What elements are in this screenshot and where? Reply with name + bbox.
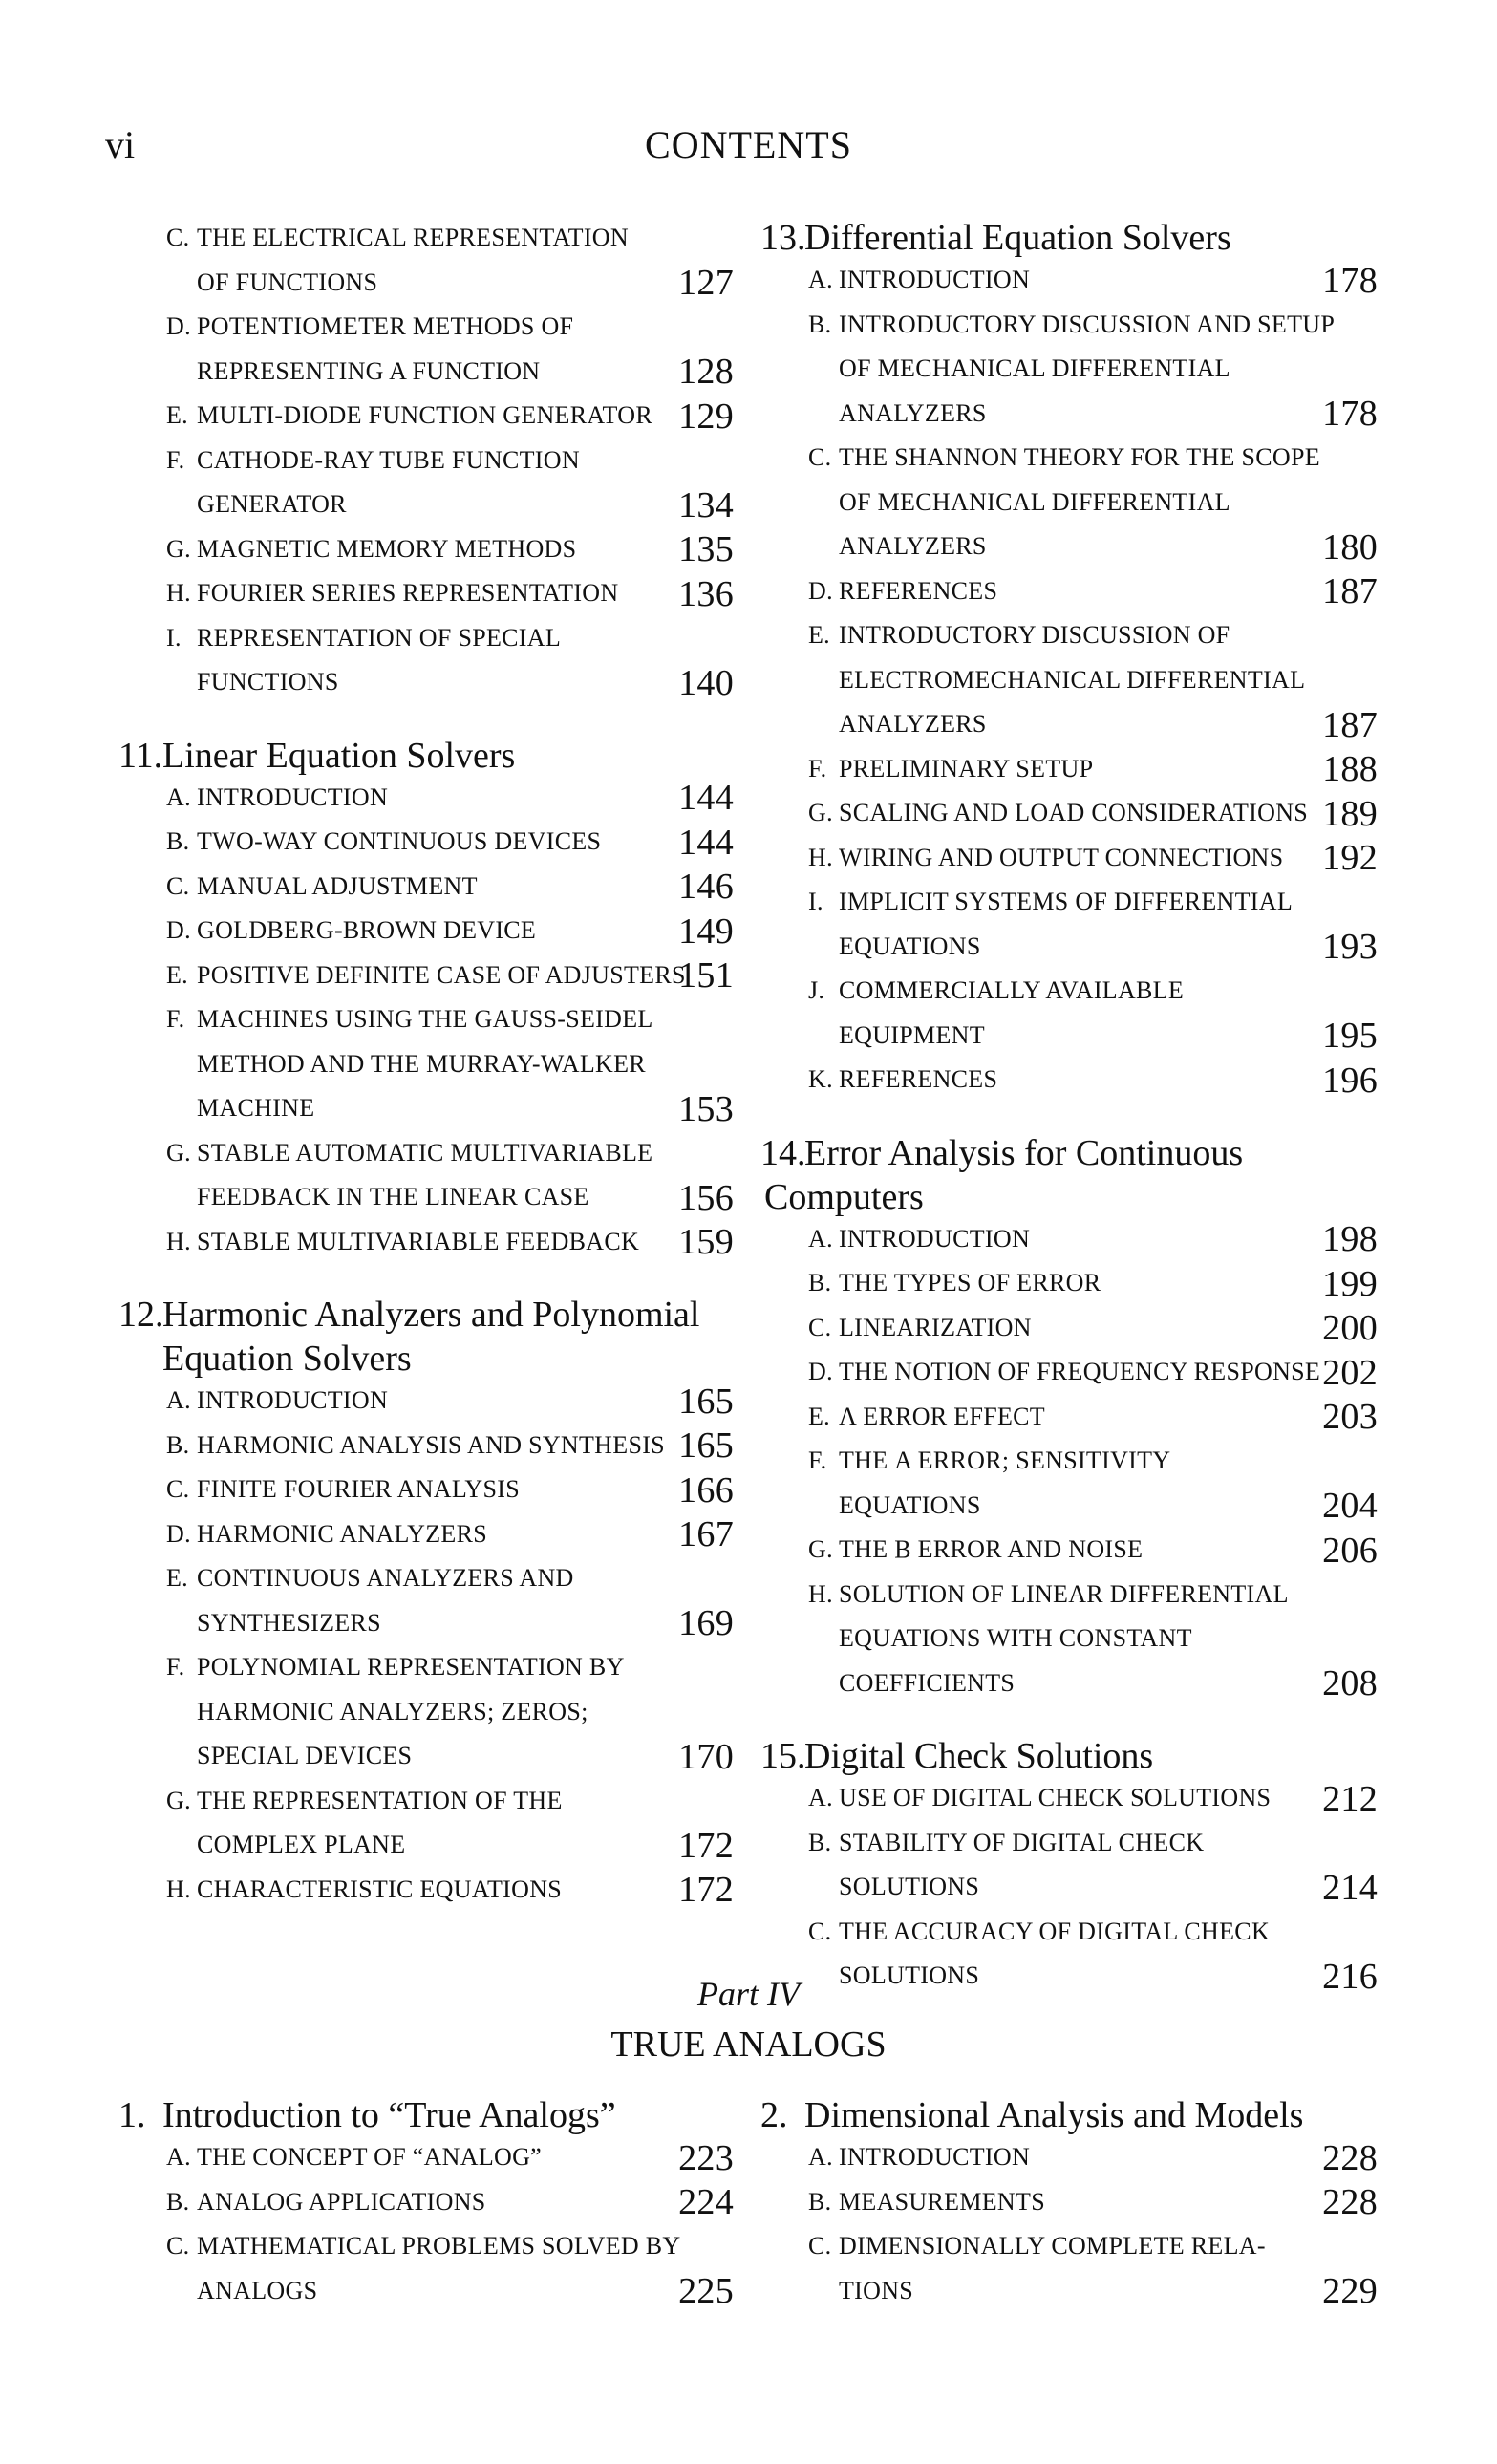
entry-title: INTRODUCTORY DISCUSSION OF	[839, 621, 1230, 649]
entry-title: CATHODE-RAY TUBE FUNCTION	[197, 445, 580, 474]
toc-entry[interactable]	[122, 1424, 734, 1468]
entry-page-number: 140	[678, 662, 734, 703]
entry-title: METHOD AND THE MURRAY-WALKER	[197, 1049, 646, 1078]
toc-entry[interactable]	[122, 1779, 734, 1868]
toc-entry[interactable]	[764, 2135, 1378, 2180]
entry-page-number: 134	[678, 484, 734, 525]
part-right-column	[760, 2093, 1378, 2313]
entry-page-number: 204	[1322, 1486, 1378, 1526]
entry-title: REPRESENTING A FUNCTION	[197, 356, 541, 385]
chapter-heading	[760, 1734, 1378, 1778]
entry-page-number: 169	[678, 1603, 734, 1643]
entry-page-number: 127	[678, 263, 734, 303]
entry-page-number: 178	[1322, 260, 1378, 301]
entry-letter: D.	[808, 1358, 833, 1385]
entry-title: SPECIAL DEVICES	[197, 1742, 413, 1769]
toc-entry[interactable]	[764, 1350, 1378, 1395]
entry-page-number: 129	[678, 396, 734, 437]
entry-page-number: 172	[678, 1870, 734, 1910]
toc-entry[interactable]	[764, 1573, 1378, 1706]
toc-entry[interactable]	[764, 569, 1378, 614]
toc-entry[interactable]	[122, 527, 734, 572]
entry-page-number: 203	[1322, 1397, 1378, 1437]
entry-letter: B.	[808, 2187, 832, 2216]
chapter-number: 13.	[760, 218, 806, 258]
entry-title: IMPLICIT SYSTEMS OF DIFFERENTIAL	[839, 888, 1293, 915]
entry-title: STABLE AUTOMATIC MULTIVARIABLE	[197, 1138, 653, 1167]
entry-title: SOLUTIONS	[839, 1961, 980, 1989]
entry-letter: A.	[808, 2143, 833, 2171]
toc-entry[interactable]	[764, 1776, 1378, 1821]
toc-entry[interactable]	[764, 258, 1378, 303]
entry-letter: E.	[166, 401, 188, 429]
entry-title: FOURIER SERIES REPRESENTATION	[197, 579, 619, 607]
toc-entry[interactable]	[764, 1306, 1378, 1351]
toc-entry[interactable]	[764, 2180, 1378, 2225]
toc-entry[interactable]	[764, 791, 1378, 836]
entry-title: THE Α ERROR; SENSITIVITY	[839, 1446, 1171, 1474]
entry-letter: B.	[808, 1269, 832, 1296]
chapter-title: Introduction to “True Analogs”	[162, 2095, 616, 2135]
entry-letter: G.	[808, 799, 833, 826]
entry-title: SCALING AND LOAD CONSIDERATIONS	[839, 799, 1309, 826]
entry-title: ANALYZERS	[839, 398, 987, 427]
entry-page-number: 206	[1322, 1530, 1378, 1571]
entry-letter: F.	[808, 1446, 827, 1474]
entry-page-number: 156	[678, 1177, 734, 1218]
entry-letter: J.	[808, 976, 825, 1004]
entry-page-number: 224	[678, 2182, 734, 2222]
entry-page-number: 159	[678, 1222, 734, 1262]
toc-left-column	[118, 216, 734, 1912]
chapter-title: Differential Equation Solvers	[804, 218, 1231, 258]
entry-page-number: 196	[1322, 1060, 1378, 1101]
chapter-heading	[118, 1293, 734, 1381]
entry-page-number: 188	[1322, 749, 1378, 789]
toc-entry[interactable]	[764, 1439, 1378, 1528]
entry-page-number: 228	[1322, 2137, 1378, 2178]
toc-entry[interactable]	[764, 1821, 1378, 1910]
entry-page-number: 172	[678, 1825, 734, 1866]
entry-title: EQUATIONS WITH CONSTANT	[839, 1624, 1192, 1652]
entry-page-number: 178	[1322, 394, 1378, 434]
entry-page-number: 149	[678, 911, 734, 952]
entry-title: CHARACTERISTIC EQUATIONS	[197, 1875, 563, 1903]
entry-title: COMPLEX PLANE	[197, 1831, 406, 1858]
entry-page-number: 200	[1322, 1308, 1378, 1348]
entry-page-number: 146	[678, 867, 734, 907]
chapter-heading	[118, 734, 734, 778]
entry-page-number: 151	[678, 955, 734, 996]
entry-letter: C.	[808, 2232, 832, 2260]
entry-title: EQUATIONS	[839, 932, 981, 960]
entry-title: MEASUREMENTS	[839, 2187, 1045, 2216]
toc-entry[interactable]	[122, 216, 734, 305]
chapter-title: Harmonic Analyzers and Polynomial	[162, 1295, 700, 1335]
chapter-title: Digital Check Solutions	[804, 1736, 1154, 1776]
entry-letter: C.	[808, 443, 832, 471]
entry-title: COMMERCIALLY AVAILABLE	[839, 976, 1185, 1004]
entry-letter: E.	[808, 1402, 830, 1430]
entry-title: FINITE FOURIER ANALYSIS	[197, 1475, 520, 1503]
entry-title: SYNTHESIZERS	[197, 1608, 381, 1637]
toc-entry[interactable]	[764, 1058, 1378, 1103]
chapter-number: 1.	[118, 2095, 146, 2135]
entry-title: DIMENSIONALLY COMPLETE RELA-	[839, 2232, 1266, 2260]
entry-title: CONTINUOUS ANALYZERS AND	[197, 1564, 574, 1592]
entry-page-number: 198	[1322, 1219, 1378, 1259]
entry-title: INTRODUCTION	[197, 1386, 389, 1414]
entry-title: THE ACCURACY OF DIGITAL CHECK	[839, 1917, 1271, 1945]
toc-entry[interactable]	[764, 836, 1378, 881]
entry-letter: B.	[808, 310, 832, 338]
entry-letter: F.	[166, 445, 185, 474]
entry-title: MACHINES USING THE GAUSS-SEIDEL	[197, 1005, 653, 1033]
entry-title: THE TYPES OF ERROR	[839, 1269, 1101, 1296]
entry-letter: B.	[808, 1828, 832, 1856]
entry-title: SOLUTIONS	[839, 1873, 980, 1900]
entry-title: WIRING AND OUTPUT CONNECTIONS	[839, 843, 1284, 871]
entry-title: POLYNOMIAL REPRESENTATION BY	[197, 1653, 625, 1681]
entry-page-number: 199	[1322, 1263, 1378, 1304]
entry-page-number: 193	[1322, 927, 1378, 967]
entry-letter: C.	[808, 1917, 832, 1945]
toc-entry[interactable]	[122, 909, 734, 953]
entry-page-number: 187	[1322, 571, 1378, 611]
entry-letter: G.	[808, 1535, 833, 1563]
entry-title: INTRODUCTION	[839, 1224, 1031, 1253]
part-label: Part IV	[697, 1975, 800, 2013]
entry-letter: H.	[166, 1875, 191, 1903]
entry-title: INTRODUCTORY DISCUSSION AND SETUP	[839, 310, 1336, 338]
entry-letter: D.	[166, 916, 191, 944]
toc-entry[interactable]	[122, 953, 734, 998]
entry-letter: A.	[808, 266, 833, 293]
entry-title: THE Β ERROR AND NOISE	[839, 1535, 1144, 1563]
chapter-heading	[760, 2093, 1378, 2137]
chapter-heading	[760, 216, 1378, 260]
toc-entry[interactable]	[764, 969, 1378, 1058]
chapter-title: Linear Equation Solvers	[162, 735, 516, 776]
entry-title: FUNCTIONS	[197, 668, 339, 696]
toc-right-column	[760, 216, 1378, 1999]
page-number: vi	[105, 123, 136, 166]
entry-letter: B.	[166, 2187, 190, 2216]
entry-title: THE CONCEPT OF “ANALOG”	[197, 2143, 543, 2171]
entry-letter: A.	[166, 782, 191, 811]
entry-page-number: 225	[678, 2271, 734, 2311]
entry-letter: G.	[166, 1138, 191, 1167]
entry-title: ELECTROMECHANICAL DIFFERENTIAL	[839, 665, 1306, 694]
toc-entry[interactable]	[764, 303, 1378, 437]
entry-title: INTRODUCTION	[839, 2143, 1031, 2171]
entry-title: INTRODUCTION	[197, 782, 389, 811]
chapter-number: 15.	[760, 1736, 806, 1776]
entry-title: HARMONIC ANALYZERS; ZEROS;	[197, 1697, 588, 1725]
entry-letter: F.	[166, 1005, 185, 1033]
entry-title: OF MECHANICAL DIFFERENTIAL	[839, 354, 1230, 382]
entry-title: GOLDBERG-BROWN DEVICE	[197, 916, 537, 944]
part-title: TRUE ANALOGS	[610, 2025, 887, 2065]
entry-page-number: 189	[1322, 793, 1378, 834]
entry-letter: E.	[808, 621, 830, 649]
entry-page-number: 212	[1322, 1778, 1378, 1819]
toc-entry[interactable]	[122, 1220, 734, 1265]
toc-entry[interactable]	[122, 997, 734, 1131]
toc-entry[interactable]	[764, 2224, 1378, 2313]
entry-title: HARMONIC ANALYSIS AND SYNTHESIS	[197, 1430, 665, 1459]
toc-entry[interactable]	[122, 1868, 734, 1913]
entry-letter: E.	[166, 960, 188, 989]
entry-letter: A.	[166, 2143, 191, 2171]
entry-title: MATHEMATICAL PROBLEMS SOLVED BY	[197, 2232, 681, 2260]
chapter-title: Error Analysis for Continuous Computers	[764, 1132, 1244, 1217]
entry-title: TIONS	[839, 2276, 914, 2304]
toc-entry[interactable]	[122, 571, 734, 616]
entry-page-number: 153	[678, 1088, 734, 1129]
entry-title: INTRODUCTION	[839, 266, 1031, 293]
chapter-title: Equation Solvers	[162, 1339, 412, 1379]
toc-entry[interactable]	[122, 1468, 734, 1512]
toc-entry[interactable]	[122, 394, 734, 439]
toc-entry[interactable]	[122, 820, 734, 865]
entry-page-number: 144	[678, 778, 734, 818]
toc-entry[interactable]	[764, 1528, 1378, 1573]
entry-title: STABILITY OF DIGITAL CHECK	[839, 1828, 1205, 1856]
entry-title: FEEDBACK IN THE LINEAR CASE	[197, 1183, 589, 1211]
entry-letter: H.	[808, 843, 833, 871]
entry-page-number: 192	[1322, 838, 1378, 878]
entry-title: POSITIVE DEFINITE CASE OF ADJUSTERS	[197, 960, 686, 989]
entry-title: MANUAL ADJUSTMENT	[197, 871, 478, 900]
entry-letter: D.	[166, 312, 191, 340]
entry-title: THE NOTION OF FREQUENCY RESPONSE	[839, 1358, 1321, 1385]
entry-letter: C.	[166, 2232, 190, 2260]
entry-page-number: 167	[678, 1514, 734, 1554]
entry-letter: B.	[166, 1430, 190, 1459]
entry-title: ANALOGS	[197, 2276, 318, 2304]
entry-letter: A.	[166, 1386, 191, 1414]
chapter-number: 14.	[760, 1132, 806, 1173]
entry-title: MULTI-DIODE FUNCTION GENERATOR	[197, 401, 652, 429]
entry-title: TWO-WAY CONTINUOUS DEVICES	[197, 827, 602, 855]
toc-entry[interactable]	[122, 1512, 734, 1557]
entry-page-number: 165	[678, 1381, 734, 1422]
entry-letter: A.	[808, 1784, 833, 1811]
toc-entry[interactable]	[122, 1645, 734, 1779]
entry-letter: K.	[808, 1065, 833, 1093]
entry-letter: H.	[808, 1579, 833, 1608]
entry-page-number: 165	[678, 1425, 734, 1466]
chapter-number: 12.	[118, 1295, 164, 1335]
toc-entry[interactable]	[764, 613, 1378, 747]
entry-title: EQUIPMENT	[839, 1020, 985, 1049]
entry-page-number: 195	[1322, 1016, 1378, 1056]
entry-title: EQUATIONS	[839, 1490, 981, 1519]
toc-entry[interactable]	[122, 305, 734, 394]
toc-entry[interactable]	[764, 1395, 1378, 1440]
entry-page-number: 228	[1322, 2182, 1378, 2222]
entry-title: ANALYZERS	[839, 532, 987, 560]
entry-title: HARMONIC ANALYZERS	[197, 1519, 487, 1548]
entry-page-number: 202	[1322, 1352, 1378, 1393]
entry-letter: E.	[166, 1564, 188, 1592]
entry-letter: A.	[808, 1224, 833, 1253]
entry-letter: I.	[808, 888, 823, 915]
chapter-heading	[760, 1131, 1378, 1219]
entry-letter: D.	[808, 576, 833, 605]
entry-title: ANALYZERS	[839, 710, 987, 738]
entry-title: POTENTIOMETER METHODS OF	[197, 312, 574, 340]
entry-page-number: 180	[1322, 526, 1378, 568]
entry-letter: C.	[166, 224, 190, 251]
entry-letter: C.	[166, 871, 190, 900]
entry-letter: C.	[166, 1475, 190, 1503]
entry-title: OF MECHANICAL DIFFERENTIAL	[839, 487, 1230, 516]
entry-letter: G.	[166, 1786, 191, 1814]
chapter-heading	[118, 2093, 734, 2137]
entry-page-number: 166	[678, 1469, 734, 1511]
entry-title: MACHINE	[197, 1094, 315, 1122]
entry-letter: D.	[166, 1519, 191, 1548]
entry-title: REFERENCES	[839, 576, 998, 605]
toc-entry[interactable]	[122, 616, 734, 705]
entry-letter: B.	[166, 827, 190, 855]
entry-page-number: 128	[678, 352, 734, 392]
entry-letter: C.	[808, 1313, 832, 1341]
entry-title: STABLE MULTIVARIABLE FEEDBACK	[197, 1227, 640, 1255]
entry-title: THE ELECTRICAL REPRESENTATION	[197, 224, 629, 251]
toc-entry[interactable]	[764, 1261, 1378, 1306]
entry-title: THE SHANNON THEORY FOR THE SCOPE	[839, 443, 1320, 471]
entry-page-number: 229	[1322, 2271, 1378, 2311]
toc-entry[interactable]	[764, 1217, 1378, 1262]
entry-page-number: 216	[1322, 1956, 1378, 1997]
toc-entry[interactable]	[122, 2224, 734, 2313]
entry-title: PRELIMINARY SETUP	[839, 754, 1094, 782]
entry-page-number: 136	[678, 573, 734, 614]
toc-entry[interactable]	[122, 1379, 734, 1424]
entry-page-number: 135	[678, 529, 734, 569]
entry-title: SOLUTION OF LINEAR DIFFERENTIAL	[839, 1579, 1289, 1608]
entry-title: GENERATOR	[197, 490, 347, 518]
entry-title: MAGNETIC MEMORY METHODS	[197, 534, 577, 563]
toc-entry[interactable]	[122, 2135, 734, 2180]
page-title: CONTENTS	[645, 123, 852, 166]
entry-page-number: 144	[678, 822, 734, 863]
toc-entry[interactable]	[764, 436, 1378, 569]
toc-entry[interactable]	[764, 747, 1378, 792]
entry-page-number: 208	[1322, 1663, 1378, 1703]
chapter-number: 11.	[118, 735, 163, 776]
entry-letter: G.	[166, 534, 191, 563]
entry-title: ANALOG APPLICATIONS	[197, 2187, 486, 2216]
entry-page-number: 223	[678, 2137, 734, 2178]
entry-title: USE OF DIGITAL CHECK SOLUTIONS	[839, 1784, 1272, 1811]
entry-title: THE REPRESENTATION OF THE	[197, 1786, 563, 1814]
toc-entry[interactable]	[122, 1131, 734, 1220]
toc-entry[interactable]	[122, 1556, 734, 1645]
entry-title: LINEARIZATION	[839, 1313, 1032, 1341]
entry-letter: I.	[166, 623, 182, 652]
entry-letter: H.	[166, 1227, 191, 1255]
toc-entry[interactable]	[122, 865, 734, 910]
entry-letter: F.	[808, 754, 827, 782]
toc-entry[interactable]	[122, 776, 734, 821]
entry-title: REFERENCES	[839, 1065, 998, 1093]
part-left-column	[118, 2093, 734, 2313]
entry-title: COEFFICIENTS	[839, 1668, 1016, 1697]
chapter-number: 2.	[760, 2095, 788, 2135]
entry-letter: F.	[166, 1653, 185, 1681]
entry-page-number: 187	[1322, 704, 1378, 745]
chapter-title: Dimensional Analysis and Models	[804, 2095, 1304, 2135]
toc-entry[interactable]	[764, 880, 1378, 969]
entry-title: Λ ERROR EFFECT	[839, 1402, 1045, 1430]
entry-letter: H.	[166, 579, 191, 607]
entry-page-number: 214	[1322, 1867, 1378, 1908]
toc-entry[interactable]	[122, 439, 734, 527]
entry-page-number: 170	[678, 1736, 734, 1777]
entry-title: REPRESENTATION OF SPECIAL	[197, 623, 562, 652]
toc-entry[interactable]	[122, 2180, 734, 2225]
entry-title: OF FUNCTIONS	[197, 268, 378, 296]
